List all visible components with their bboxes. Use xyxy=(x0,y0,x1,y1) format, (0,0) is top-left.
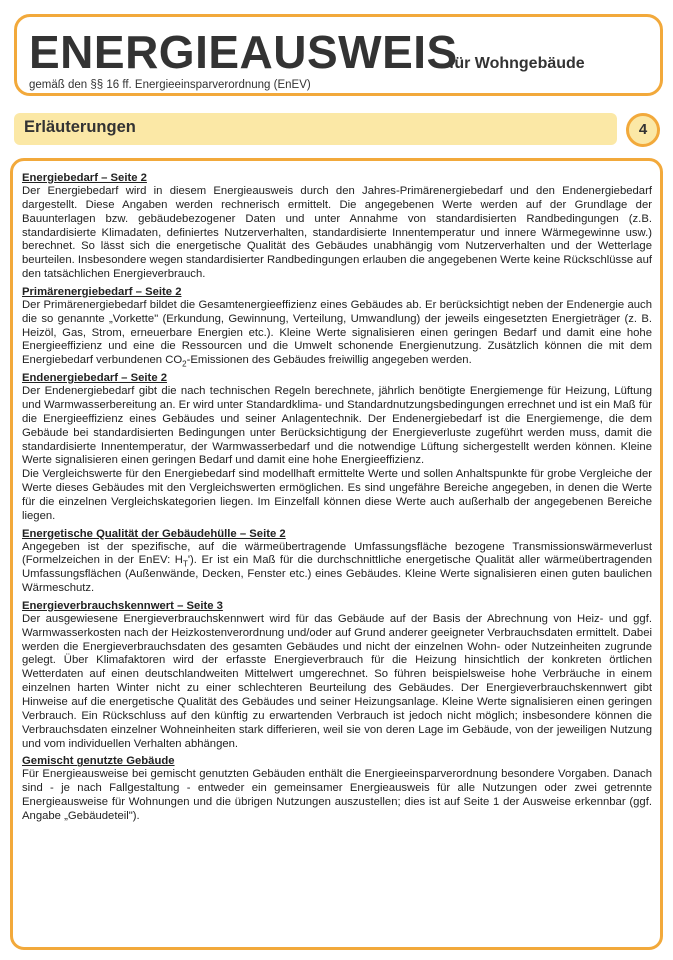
page-number-badge: 4 xyxy=(626,113,660,147)
section-paragraph: Der ausgewiesene Energieverbrauchskennwert wird für das Gebäude auf der Basis der Abrechnung von Heiz- und ggf. Warmwasserkosten nach der Heizkostenverordnung und/oder auf Grund anderer geeigneter Verbrauchsdaten ermittelt. Dabei werden die Energieverbrauchsdaten des gesamten Gebäudes und nicht der einzelnen Wohn- oder Nutzeinheiten zugrunde gelegt. Über Klimafaktoren wird der erfasste Energieverbrauch für die Heizung hinsichtlich der konkreten örtlichen Wetterdaten auf einen deutschlandweiten Mittelwert umgerechnet. So führen beispielsweise hohe Verbräuche in einem einzelnen harten Winter nicht zu einer schlechteren Beurteilung des Gebäudes. Der Energieverbrauchskennwert gibt Hinweise auf die energetische Qualität des Gebäudes und seiner Heizungsanlage. Kleine Werte signalisieren einen geringen Verbrauch. Ein Rückschluss auf den künftig zu erwartenden Verbrauch ist jedoch nicht möglich; insbesondere können die Verbrauchsdaten einzelner Wohneinheiten stark differieren, weil sie von deren Lage im Gebäude, von der jeweiligen Nutzung und vom individuellen Verhalten abhängen. xyxy=(22,612,652,750)
section-gemischt-genutzte-gebaeude xyxy=(22,754,652,823)
section-heading: Endenergiebedarf – Seite 2 xyxy=(22,372,168,385)
document-title: ENERGIEAUSWEIS xyxy=(29,26,458,78)
section-paragraph: Der Endenergiebedarf gibt die nach technischen Regeln berechnete, jährlich benötigte Energiemenge für Heizung, Lüftung und Warmwasserbereitung an. Er wird unter Standardklima- und Standardnutzungsbedingungen errechnet und ist ein Maß für die Energieeffizienz eines Gebäudes und seiner Anlagentechnik. Der Endenergiebedarf ist die Energiemenge, die dem Gebäude bei standardisierten Bedingungen unter Berücksichtigung der Energieverluste zugeführt werden muss, damit die standardisierte Innentemperatur, der Warmwasserbedarf und die notwendige Lüftung sichergestellt werden können. Kleine Werte signalisieren einen geringen Bedarf und damit eine hohe Energieeffizienz. xyxy=(22,385,652,467)
section-heading: Energetische Qualität der Gebäudehülle – Seite 2 xyxy=(22,527,286,540)
section-heading: Energieverbrauchskennwert – Seite 3 xyxy=(22,599,223,612)
section-primaerenergiebedarf xyxy=(22,285,652,368)
section-paragraph: Der Energiebedarf wird in diesem Energieausweis durch den Jahres-Primärenergiebedarf und den Endenergiebedarf dargestellt. Diese Angaben werden rechnerisch ermittelt. Die angegebenen Werte werden auf der Grundlage der Bauunterlagen bzw. gebäudebezogener Daten und unter Annahme von standardisierten Randbedingungen (z.B. standardisierte Klimadaten, definiertes Nutzerverhalten, standardisierte Innentemperatur und innere Wärmegewinne usw.) berechnet. So lässt sich die energetische Qualität des Gebäudes unabhängig vom Nutzerverhalten und der Wetterlage beurteilen. Insbesondere wegen standardisierter Randbedingungen erlauben die angegebenen Werte keine Rückschlüsse auf den tatsächlichen Energieverbrauch. xyxy=(22,185,652,281)
legal-reference: gemäß den §§ 16 ff. Energieeinsparverordnung (EnEV) xyxy=(29,79,311,91)
section-heading: Gemischt genutzte Gebäude xyxy=(22,755,175,768)
section-energiebedarf xyxy=(22,171,652,282)
section-endenergiebedarf xyxy=(22,371,652,523)
section-energieverbrauchskennwert xyxy=(22,599,652,751)
document-subtitle: für Wohngebäude xyxy=(449,55,585,72)
section-paragraph: Die Vergleichswerte für den Energiebedarf sind modellhaft ermittelte Werte und sollen Anhaltspunkte für grobe Vergleiche der Werte dieses Gebäudes mit den Vergleichswerten ermöglichen. Es sind ungefähre Bereiche angegeben, in denen die Werte für die einzelnen Vergleichskategorien liegen. Im Einzelfall können diese Werte auch außerhalb der angegebenen Bereiche liegen. xyxy=(22,468,652,522)
section-heading: Primärenergiebedarf – Seite 2 xyxy=(22,285,182,298)
section-paragraph: Für Energieausweise bei gemischt genutzten Gebäuden enthält die Energieeinsparverordnung besondere Vorgaben. Danach sind - je nach Fallgestaltung - entweder ein gemeinsamer Energieausweis für alle Nutzungen oder zwei getrennte Energieausweise für Wohnungen und die übrigen Nutzungen auszustellen; dies ist auf Seite 1 der Ausweise erkennbar (ggf. Angabe „Gebäudeteil"). xyxy=(22,768,652,822)
section-title: Erläuterungen xyxy=(24,118,136,136)
section-gebaeudehuelle xyxy=(22,527,652,596)
section-paragraph: Der Primärenergiebedarf bildet die Gesamtenergieeffizienz eines Gebäudes ab. Er berücksichtigt neben der Endenergie auch die so genannte „Vorkette" (Erkundung, Gewinnung, Verteilung, Umwandlung) der jeweils eingesetzten Energieträger (z. B. Heizöl, Gas, Strom, erneuerbare Energien etc.). Kleine Werte signalisieren einen geringen Bedarf und damit eine hohe Energieeffizienz und eine die Ressourcen und die Umwelt schonende Energienutzung. Zusätzlich können die mit dem Energiebedarf verbundenen $CO_2$-Emissionen des Gebäudes freiwillig angegeben werden. xyxy=(22,298,652,369)
explanations-content xyxy=(10,158,663,950)
section-heading: Energiebedarf – Seite 2 xyxy=(22,172,147,184)
section-title-bar xyxy=(14,113,617,145)
document-header xyxy=(14,14,663,96)
section-paragraph: Angegeben ist der spezifische, auf die wärmeübertragende Umfassungsfläche bezogene Transmissionswärmeverlust (Formelzeichen in der EnEV: $H_T'$). Er ist ein Maß für die durchschnittliche energetische Qualität aller wärmeübertragenden Umfassungsflächen (Außenwände, Decken, Fenster etc.) eines Gebäudes. Kleine Werte signalisieren einen guten baulichen Wärmeschutz. xyxy=(22,540,652,595)
